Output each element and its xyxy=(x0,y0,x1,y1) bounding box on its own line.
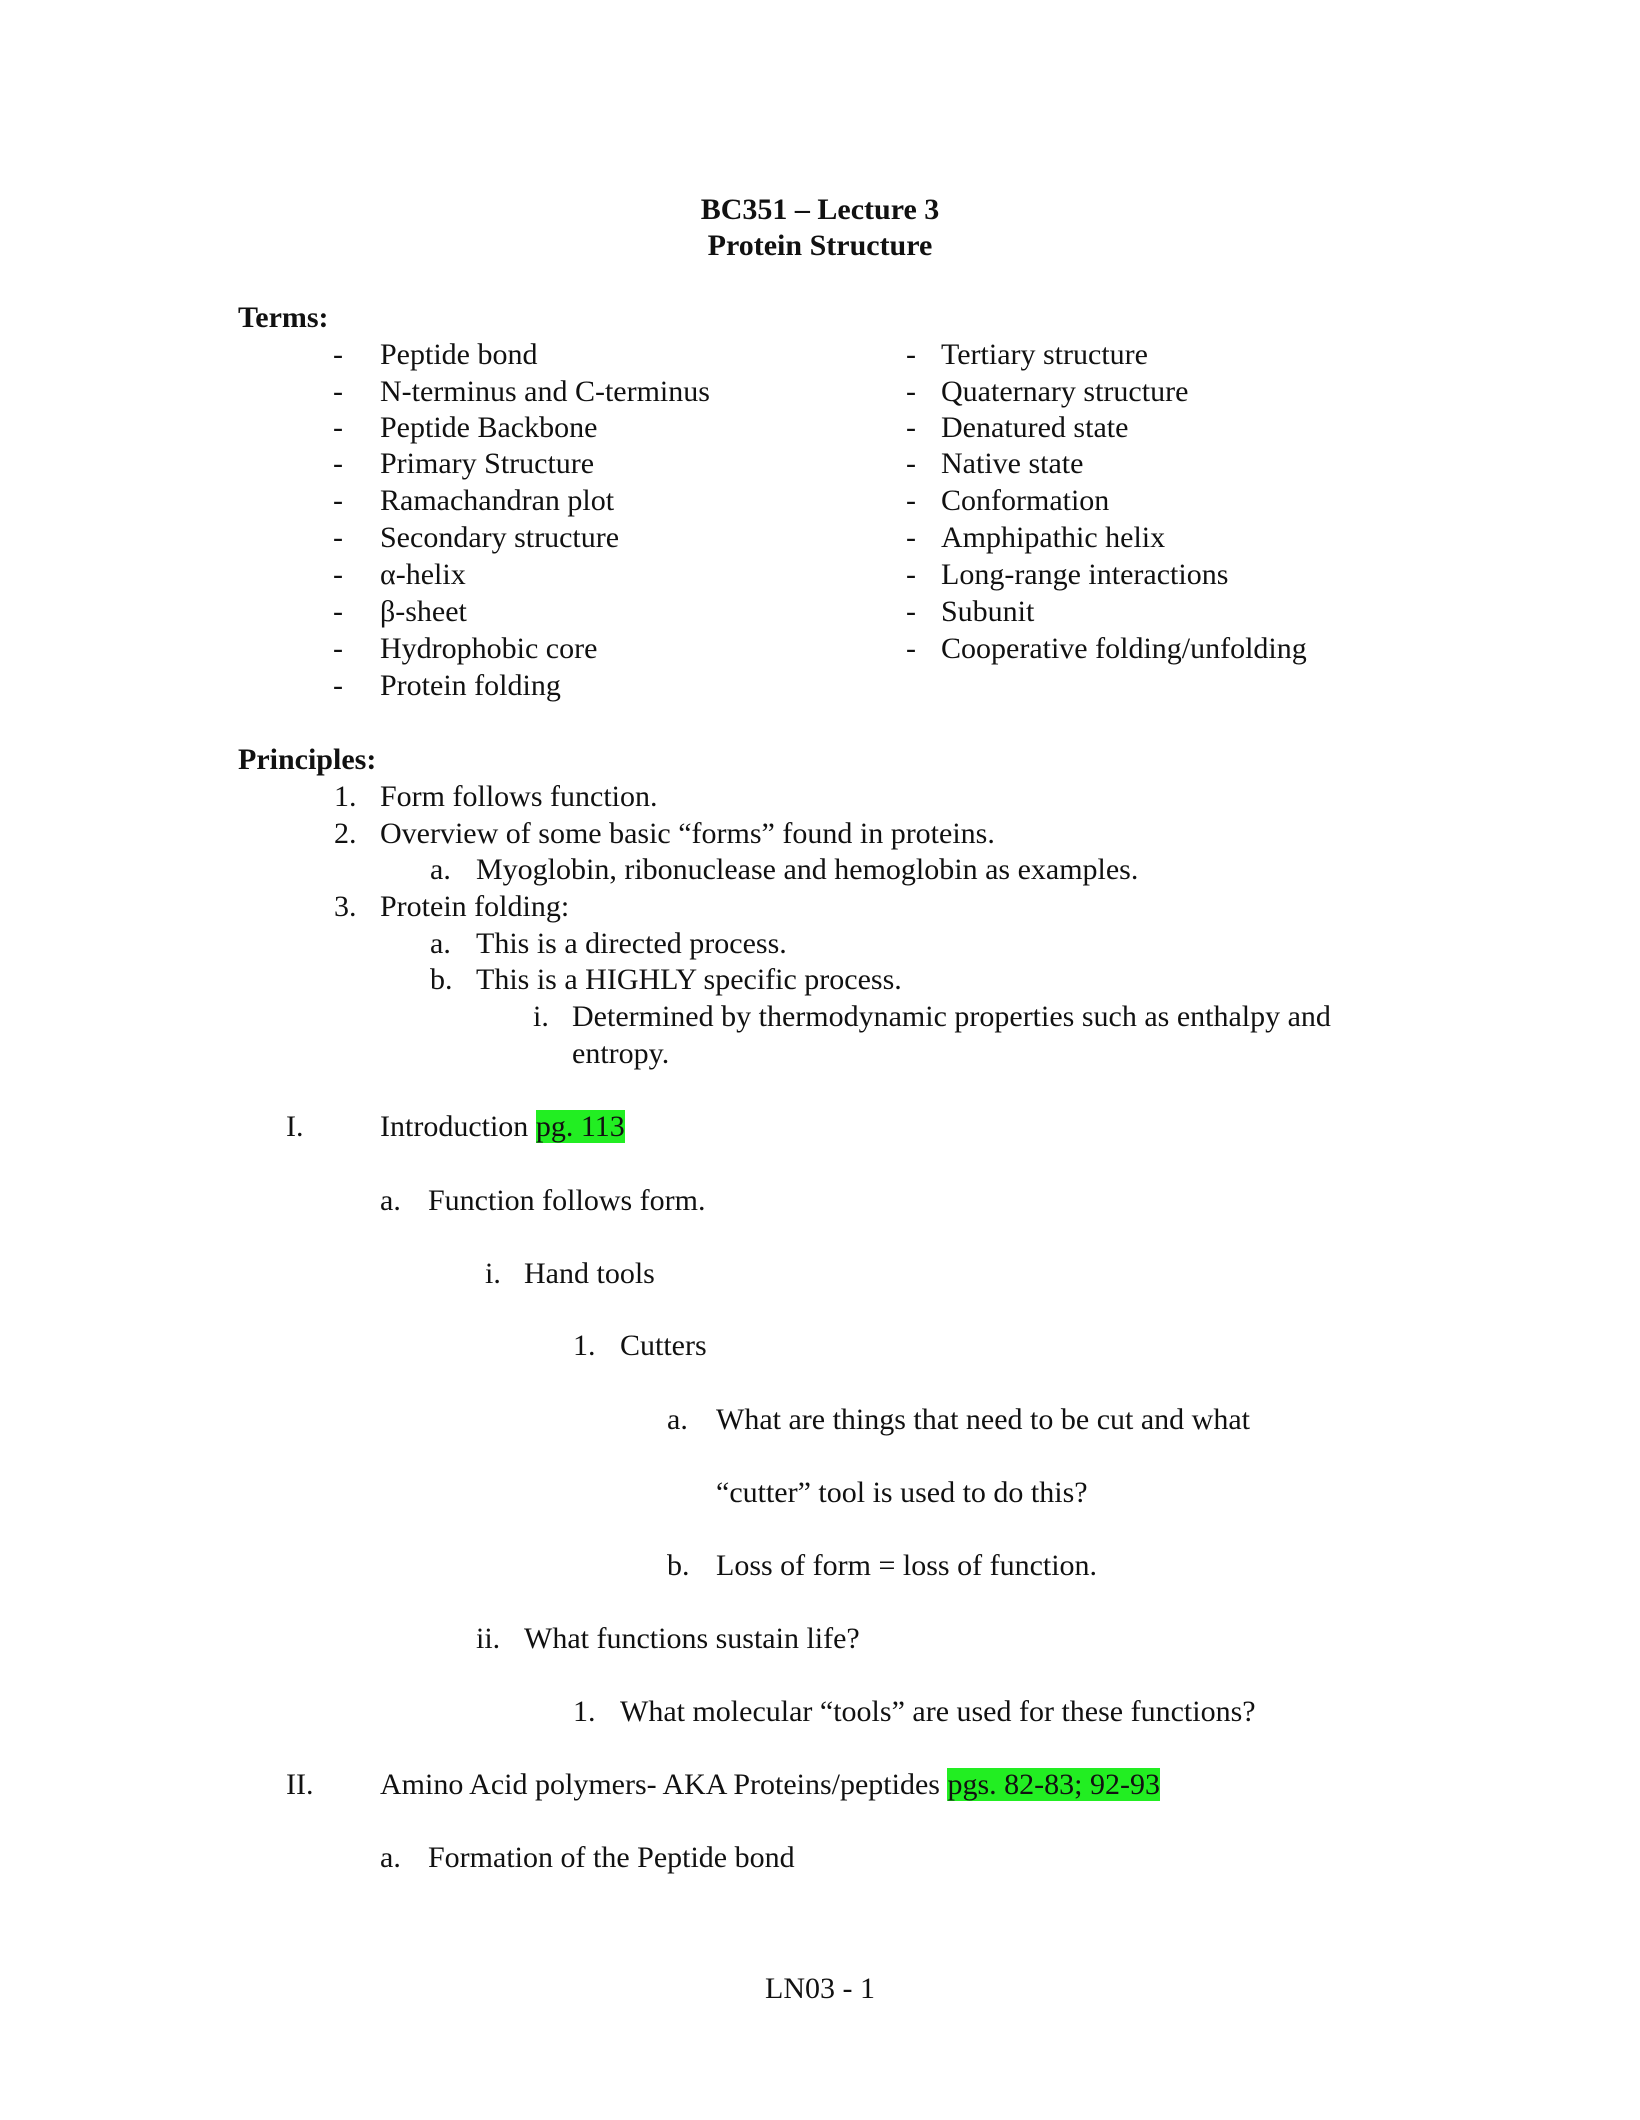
term-item: Subunit xyxy=(941,595,1035,628)
list-marker: a. xyxy=(380,1841,401,1874)
term-bullet: - xyxy=(906,375,916,408)
term-item: Conformation xyxy=(941,484,1110,517)
term-bullet: - xyxy=(906,595,916,628)
list-item: Loss of form = loss of function. xyxy=(716,1549,1098,1582)
term-bullet: - xyxy=(333,595,343,628)
term-item: α-helix xyxy=(380,558,466,591)
term-item: Peptide bond xyxy=(380,338,538,371)
page-footer: LN03 - 1 xyxy=(765,1972,875,2005)
list-marker: 1. xyxy=(573,1329,596,1362)
term-bullet: - xyxy=(333,411,343,444)
term-item: Quaternary structure xyxy=(941,375,1189,408)
list-item-continuation: entropy. xyxy=(572,1037,670,1070)
section-heading xyxy=(380,1767,1160,1803)
term-bullet: - xyxy=(333,632,343,665)
term-bullet: - xyxy=(333,338,343,371)
section-numeral: I. xyxy=(286,1110,304,1143)
terms-heading: Terms: xyxy=(238,301,329,334)
term-bullet: - xyxy=(906,411,916,444)
term-item: Long-range interactions xyxy=(941,558,1229,591)
term-item: Denatured state xyxy=(941,411,1129,444)
term-item: Primary Structure xyxy=(380,447,595,480)
term-bullet: - xyxy=(906,447,916,480)
list-item: Function follows form. xyxy=(428,1184,706,1217)
list-marker: ii. xyxy=(476,1622,501,1655)
list-item: Determined by thermodynamic properties such as enthalpy and xyxy=(572,1000,1331,1033)
list-marker: a. xyxy=(430,853,451,886)
list-item: Form follows function. xyxy=(380,780,658,813)
list-item: Protein folding: xyxy=(380,890,570,923)
list-marker: b. xyxy=(667,1549,690,1582)
term-item: Tertiary structure xyxy=(941,338,1148,371)
list-item: Formation of the Peptide bond xyxy=(428,1841,795,1874)
term-item: Cooperative folding/unfolding xyxy=(941,632,1307,665)
section-numeral: II. xyxy=(286,1768,314,1801)
term-item: β-sheet xyxy=(380,595,467,628)
list-marker: i. xyxy=(485,1257,501,1290)
list-marker: 1. xyxy=(573,1695,596,1728)
term-bullet: - xyxy=(906,632,916,665)
page-reference-highlight: pg. 113 xyxy=(535,1110,625,1143)
term-bullet: - xyxy=(333,484,343,517)
list-item: What molecular “tools” are used for these functions? xyxy=(620,1695,1256,1728)
term-bullet: - xyxy=(906,484,916,517)
term-bullet: - xyxy=(333,669,343,702)
list-item: Hand tools xyxy=(524,1257,655,1290)
term-bullet: - xyxy=(906,338,916,371)
section-heading-text: Amino Acid polymers- AKA Proteins/peptides xyxy=(380,1768,948,1801)
section-heading-text: Introduction xyxy=(380,1110,536,1143)
list-marker: b. xyxy=(430,963,453,996)
term-item: Hydrophobic core xyxy=(380,632,598,665)
list-marker: i. xyxy=(533,1000,549,1033)
list-marker: 1. xyxy=(334,780,357,813)
term-bullet: - xyxy=(333,558,343,591)
list-item: Myoglobin, ribonuclease and hemoglobin as examples. xyxy=(476,853,1139,886)
list-item: Overview of some basic “forms” found in proteins. xyxy=(380,817,995,850)
list-item: This is a directed process. xyxy=(476,927,787,960)
document-subtitle: Protein Structure xyxy=(707,229,933,262)
term-bullet: - xyxy=(333,375,343,408)
term-item: Protein folding xyxy=(380,669,561,702)
list-item: This is a HIGHLY specific process. xyxy=(476,963,902,996)
term-item: Secondary structure xyxy=(380,521,620,554)
term-bullet: - xyxy=(906,558,916,591)
list-marker: a. xyxy=(667,1403,688,1436)
list-marker: a. xyxy=(430,927,451,960)
section-heading xyxy=(380,1109,625,1145)
term-item: Peptide Backbone xyxy=(380,411,598,444)
list-marker: 3. xyxy=(334,890,357,923)
document-title: BC351 – Lecture 3 xyxy=(700,193,940,226)
principles-heading: Principles: xyxy=(238,743,377,776)
list-marker: a. xyxy=(380,1184,401,1217)
term-bullet: - xyxy=(333,521,343,554)
list-item: What functions sustain life? xyxy=(524,1622,860,1655)
list-item-continuation: “cutter” tool is used to do this? xyxy=(716,1476,1088,1509)
page-reference-highlight: pgs. 82-83; 92-93 xyxy=(947,1768,1160,1801)
term-item: N-terminus and C-terminus xyxy=(380,375,710,408)
list-item: What are things that need to be cut and what xyxy=(716,1403,1250,1436)
list-marker: 2. xyxy=(334,817,357,850)
term-bullet: - xyxy=(333,447,343,480)
term-bullet: - xyxy=(906,521,916,554)
term-item: Amphipathic helix xyxy=(941,521,1166,554)
term-item: Native state xyxy=(941,447,1084,480)
term-item: Ramachandran plot xyxy=(380,484,615,517)
list-item: Cutters xyxy=(620,1329,707,1362)
